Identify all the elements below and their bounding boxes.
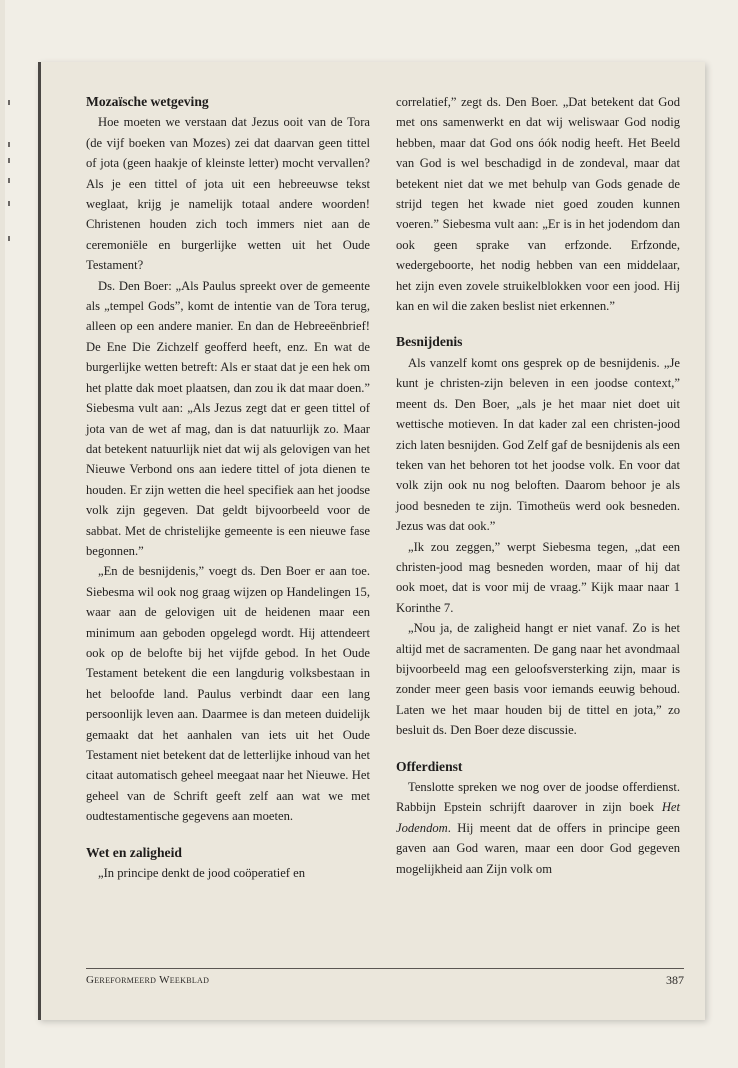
paragraph: „Nou ja, de zaligheid hangt er niet vanaf. Zo is het altijd met de sacramenten. De gang naar het avondmaal bijvoorbeeld mag een geloofsversterking zijn, maar is zonder meer geen basis voor iemands eeuwig behoud. Laten we het maar houden bij de tittel en jota,” zo besluit ds. Den Boer deze discussie.: [396, 621, 680, 738]
paragraph-text: Tenslotte spreken we nog over de joodse offerdienst. Rabbijn Epstein schrijft daarover in zijn boek: [396, 780, 680, 815]
facing-page-mark: [8, 158, 10, 163]
section-heading-offerdienst: Offerdienst: [396, 758, 463, 774]
paragraph: Hoe moeten we verstaan dat Jezus ooit van de Tora (de vijf boeken van Mozes) zei dat daarvan geen tittel of jota (geen haakje of kleinste letter) mocht vervallen? Als je een tittel of jota uit een hebreeuwse tekst weglaat, krijg je namelijk totaal andere woorden! Christenen houden zich toch immers niet aan de ceremoniële en burgerlijke wetten uit het Oude Testament?: [86, 115, 370, 273]
paragraph: Ds. Den Boer: „Als Paulus spreekt over de gemeente als „tempel Gods”, komt de intentie van de Tora terug, alleen op een andere manier. En dan de Hebreeënbrief! De Ene Die Zichzelf geofferd heeft, enz. En wat de burgerlijke wetten betreft: Als er staat dat je een hek om het platte dak moet plaatsen, dan zou ik dat maar doen.” Siebesma vult aan: „Als Jezus zegt dat er geen tittel of jota van de wet af mag, dan is dat natuurlijk zo. Maar dat betekent natuurlijk niet dat wij als gelovigen van het Nieuwe Verbond ons aan iedere tittel of jota dienen te houden. Er zijn wetten die heel specifiek aan het joodse volk zijn gegeven. Dat geldt bijvoorbeeld voor de sabbat. Met de christelijke gemeente is een nieuwe fase begonnen.”: [86, 278, 370, 558]
facing-page-mark: [8, 178, 10, 183]
section-heading-besnijdenis: Besnijdenis: [396, 334, 463, 350]
paragraph: [396, 777, 680, 879]
paragraph: „En de besnijdenis,” voegt ds. Den Boer er aan toe. Siebesma wil ook nog graag wijzen op Handelingen 15, waar aan de gelovigen uit de heidenen maar een minimum aan geboden opgelegd wordt. Hij attendeert ook op de belofte bij het vijfde gebod. In het Oude Testament betekent die een langdurig volksbestaan in het beloofde land. Paulus verbindt daar een lang persoonlijk leven aan. Daarmee is dan meteen duidelijk gemaakt dat het aanhalen van iets uit het Oude Testament niet betekent dat de letterlijke inhoud van het citaat automatisch geheel meegaat naar het Nieuwe. Het geheel van de Schrift geeft zelf aan wat we met oudtestamentische gegevens aan moeten.: [86, 564, 370, 824]
right-column: [396, 92, 680, 879]
paragraph: „Ik zou zeggen,” werpt Siebesma tegen, „dat een christen-jood mag besneden worden, maar of hij dat ook moet, dat is voor mij de vraag.” Kijk maar naar 1 Korinthe 7.: [396, 539, 680, 615]
book-title: Het Jodendom: [396, 800, 680, 835]
facing-page-mark: [8, 201, 10, 206]
facing-page-mark: [8, 236, 10, 241]
section-heading-mozaische-wetgeving: Mozaïsche wetgeving: [86, 94, 209, 109]
facing-page-mark: [8, 100, 10, 105]
left-column: [86, 92, 370, 883]
facing-page-mark: [8, 142, 10, 147]
paragraph: Als vanzelf komt ons gesprek op de besnijdenis. „Je kunt je christen-zijn beleven in een joodse context,” meent ds. Den Boer, „als je het maar niet doet uit wettische motieven. In dat kader zal een christen-jood zich laten besnijden. God Zelf gaf de besnijdenis als een teken van het behoren tot het joodse volk. En voor dat volk zijn ook nu nog beloften. Daarom behoor je als jood besneden te zijn. Timotheüs werd ook besneden. Jezus was dat ook.”: [396, 355, 680, 534]
paragraph: correlatief,” zegt ds. Den Boer. „Dat betekent dat God met ons samenwerkt en dat wij weliswaar God nodig hebben, maar dat God ons óók nodig heeft. Het Beeld van God is wel beschadigd in de zondeval, maar dat betekent niet dat we met behulp van Gods genade de strijd tegen het kwade niet goed zouden kunnen voeren.” Siebesma vult aan: „Er is in het jodendom dan ook geen sprake van erfzonde. Erfzonde, wedergeboorte, het nodig hebben van een middelaar, het zijn even zovele struikelblokken voor een jood. Hij kan en wil die zaken beslist niet erkennen.”: [396, 95, 680, 314]
facing-page-edge: [0, 0, 5, 1068]
paragraph: „In principe denkt de jood coöperatief en: [98, 866, 306, 881]
footer-rule: [86, 968, 684, 969]
section-heading-wet-en-zaligheid: Wet en zaligheid: [86, 844, 182, 860]
page-number: 387: [666, 973, 684, 987]
publication-name: Gereformeerd Weekblad: [86, 974, 210, 986]
paragraph-text: . Hij meent dat de offers in principe geen gaven aan God waren, maar een door God gegeven mogelijkheid aan Zijn volk om: [396, 820, 680, 876]
